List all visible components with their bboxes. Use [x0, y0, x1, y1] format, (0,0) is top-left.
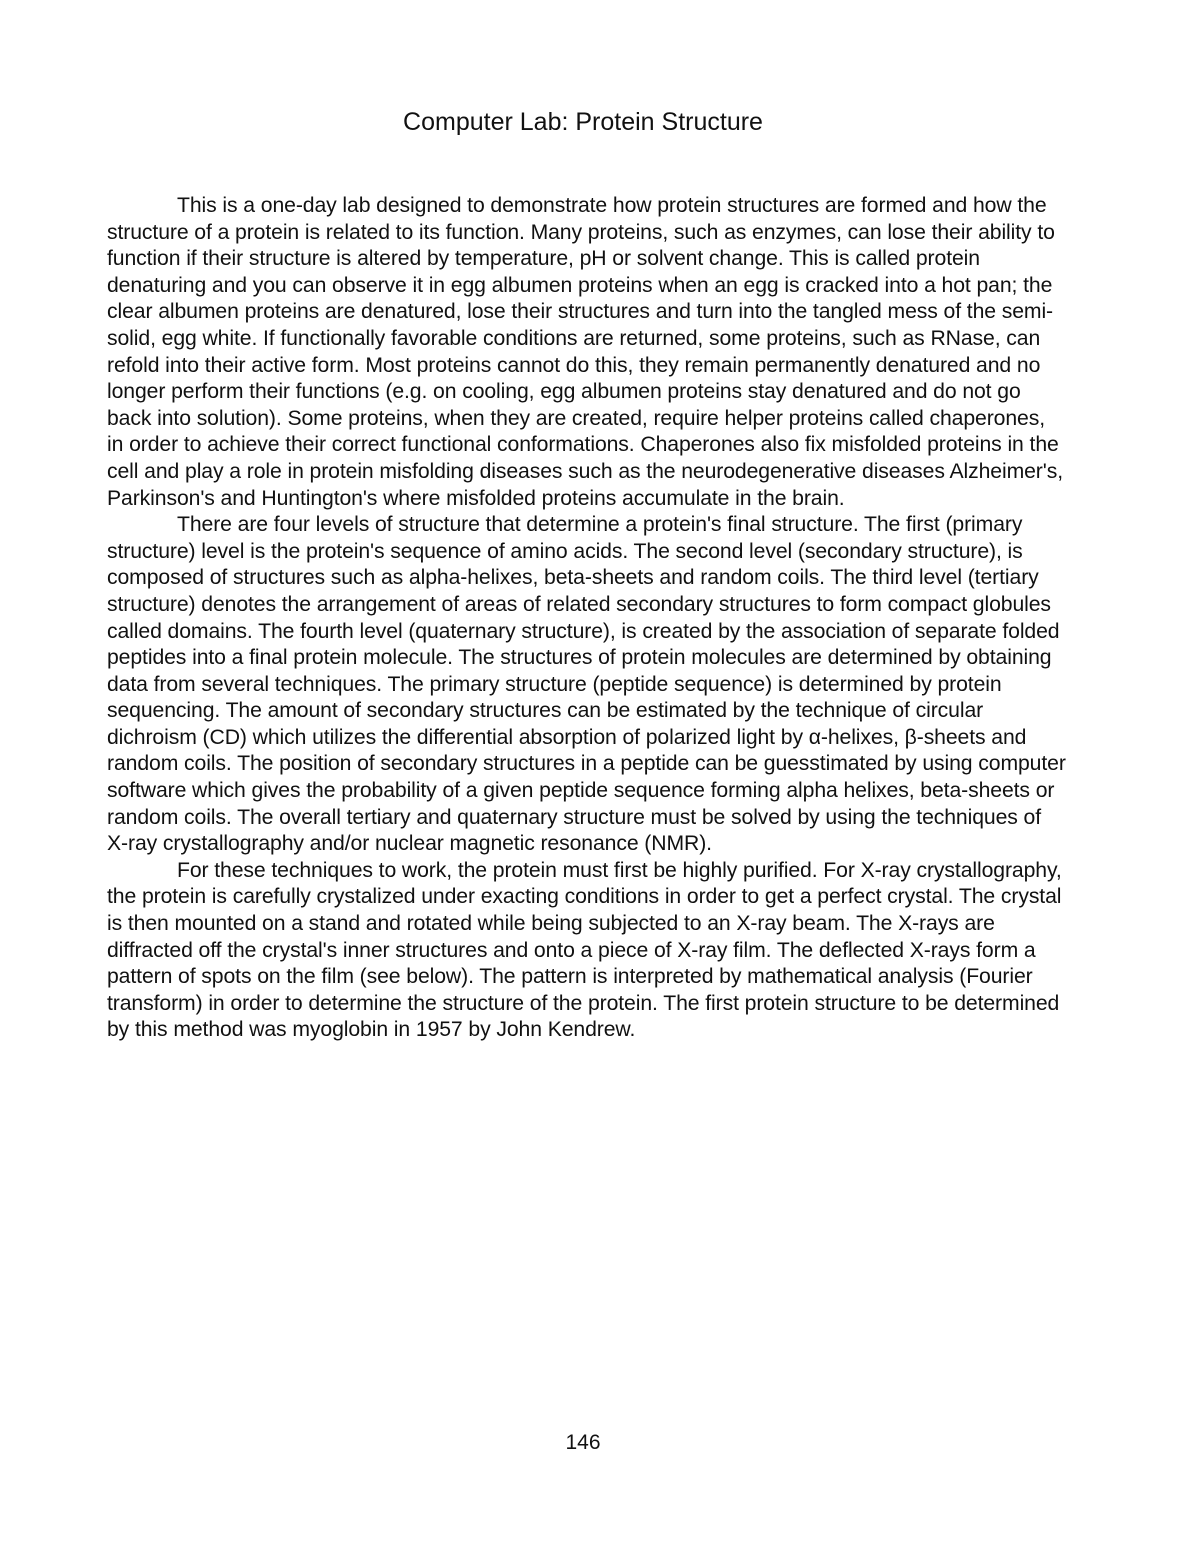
page-number: 146	[565, 1431, 601, 1454]
page-title: Computer Lab: Protein Structure	[403, 108, 763, 136]
body-text	[107, 193, 1067, 1044]
paragraph-intro: This is a one-day lab designed to demonstrate how protein structures are formed and how the structure of a protein is related to its function. Many proteins, such as enzymes, can lose their ability to function if their structure is altered by temperature, pH or solvent change. This is called protein denaturing and you can observe it in egg albumen proteins when an egg is cracked into a hot pan; the clear albumen proteins are denatured, lose their structures and turn into the tangled mess of the semi-solid, egg white. If functionally favorable conditions are returned, some proteins, such as RNase, can refold into their active form. Most proteins cannot do this, they remain permanently denatured and no longer perform their functions (e.g. on cooling, egg albumen proteins stay denatured and do not go back into solution). Some proteins, when they are created, require helper proteins called chaperones, in order to achieve their correct functional conformations. Chaperones also fix misfolded proteins in the cell and play a role in protein misfolding diseases such as the neurodegenerative diseases Alzheimer's, Parkinson's and Huntington's where misfolded proteins accumulate in the brain.	[107, 194, 1063, 510]
paragraph-structure-levels: There are four levels of structure that determine a protein's final structure. The first (primary structure) level is the protein's sequence of amino acids. The second level (secondary structure), is composed of structures such as alpha-helixes, beta-sheets and random coils. The third level (tertiary structure) denotes the arrangement of areas of related secondary structures to form compact globules called domains. The fourth level (quaternary structure), is created by the association of separate folded peptides into a final protein molecule. The structures of protein molecules are determined by obtaining data from several techniques. The primary structure (peptide sequence) is determined by protein sequencing. The amount of secondary structures can be estimated by the technique of circular dichroism (CD) which utilizes the differential absorption of polarized light by α-helixes, β-sheets and random coils. The position of secondary structures in a peptide can be guesstimated by using computer software which gives the probability of a given peptide sequence forming alpha helixes, beta-sheets or random coils. The overall tertiary and quaternary structure must be solved by using the techniques of X-ray crystallography and/or nuclear magnetic resonance (NMR).	[107, 513, 1066, 856]
paragraph-xray-crystallography: For these techniques to work, the protein must first be highly purified. For X-ray crystallography, the protein is carefully crystalized under exacting conditions in order to get a perfect crystal. The crystal is then mounted on a stand and rotated while being subjected to an X-ray beam. The X-rays are diffracted off the crystal's inner structures and onto a piece of X-ray film. The deflected X-rays form a pattern of spots on the film (see below). The pattern is interpreted by mathematical analysis (Fourier transform) in order to determine the structure of the protein. The first protein structure to be determined by this method was myoglobin in 1957 by John Kendrew.	[107, 858, 1062, 1042]
